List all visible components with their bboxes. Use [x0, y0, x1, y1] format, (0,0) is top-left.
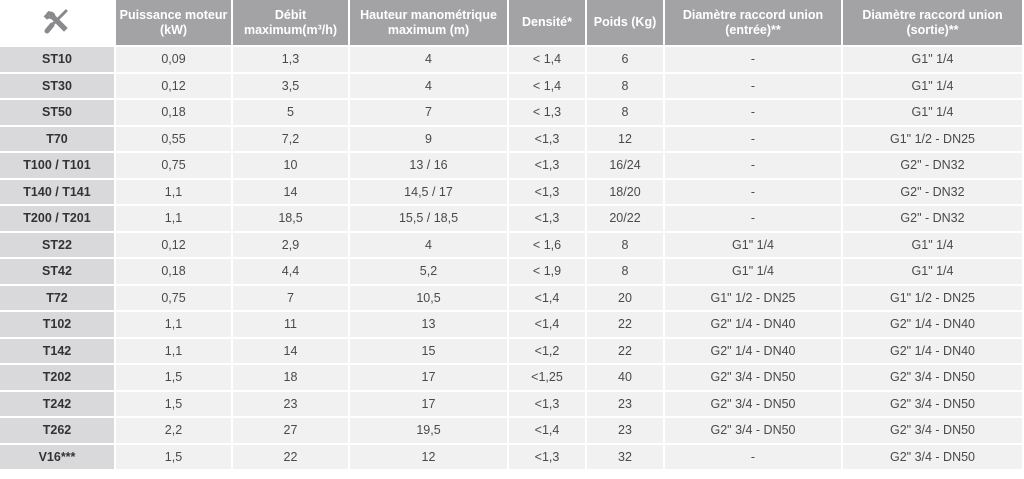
head-cell: 4 [350, 74, 509, 101]
density-cell: < 1,4 [509, 74, 587, 101]
power-cell: 1,5 [116, 365, 233, 392]
table-row [0, 180, 1024, 207]
weight-cell: 20/22 [587, 206, 665, 233]
density-cell: < 1,6 [509, 233, 587, 260]
flow-cell: 7,2 [233, 127, 350, 154]
table-row [0, 418, 1024, 445]
tools-icon [43, 7, 71, 35]
weight-cell: 22 [587, 312, 665, 339]
flow-cell: 2,9 [233, 233, 350, 260]
weight-cell: 12 [587, 127, 665, 154]
weight-cell: 40 [587, 365, 665, 392]
head-cell: 19,5 [350, 418, 509, 445]
head-cell: 12 [350, 445, 509, 472]
outlet-cell: G1" 1/2 - DN25 [843, 286, 1024, 313]
model-cell: ST42 [0, 259, 116, 286]
power-cell: 1,1 [116, 312, 233, 339]
table-row [0, 339, 1024, 366]
power-cell: 0,09 [116, 47, 233, 74]
outlet-cell: G2" - DN32 [843, 180, 1024, 207]
flow-cell: 14 [233, 339, 350, 366]
weight-cell: 8 [587, 74, 665, 101]
outlet-cell: G2" - DN32 [843, 153, 1024, 180]
table-body [0, 47, 1024, 471]
head-cell: 13 / 16 [350, 153, 509, 180]
flow-cell: 14 [233, 180, 350, 207]
model-cell: T102 [0, 312, 116, 339]
density-cell: <1,2 [509, 339, 587, 366]
model-cell: T262 [0, 418, 116, 445]
density-cell: <1,4 [509, 418, 587, 445]
inlet-cell: G1" 1/2 - DN25 [665, 286, 843, 313]
outlet-cell: G2" 3/4 - DN50 [843, 418, 1024, 445]
inlet-cell: - [665, 153, 843, 180]
density-cell: <1,4 [509, 312, 587, 339]
power-cell: 1,1 [116, 206, 233, 233]
head-cell: 14,5 / 17 [350, 180, 509, 207]
model-cell: T142 [0, 339, 116, 366]
outlet-cell: G1" 1/4 [843, 100, 1024, 127]
head-cell: 10,5 [350, 286, 509, 313]
power-cell: 1,5 [116, 445, 233, 472]
density-cell: < 1,4 [509, 47, 587, 74]
head-cell: 7 [350, 100, 509, 127]
col-header-weight: Poids (Kg) [587, 0, 665, 47]
col-header-flow: Débit maximum(m³/h) [233, 0, 350, 47]
table-row [0, 312, 1024, 339]
header-row [0, 0, 1024, 47]
density-cell: < 1,9 [509, 259, 587, 286]
col-header-outlet: Diamètre raccord union (sortie)** [843, 0, 1024, 47]
outlet-cell: G2" 3/4 - DN50 [843, 365, 1024, 392]
outlet-cell: G2" 1/4 - DN40 [843, 339, 1024, 366]
density-cell: <1,3 [509, 392, 587, 419]
flow-cell: 5 [233, 100, 350, 127]
head-cell: 4 [350, 233, 509, 260]
table-row [0, 127, 1024, 154]
model-cell: ST50 [0, 100, 116, 127]
table-row [0, 286, 1024, 313]
inlet-cell: G2" 3/4 - DN50 [665, 392, 843, 419]
weight-cell: 8 [587, 233, 665, 260]
outlet-cell: G2" 3/4 - DN50 [843, 445, 1024, 472]
inlet-cell: G1" 1/4 [665, 259, 843, 286]
weight-cell: 23 [587, 392, 665, 419]
table-row [0, 445, 1024, 472]
model-cell: T200 / T201 [0, 206, 116, 233]
model-cell: T100 / T101 [0, 153, 116, 180]
table-row [0, 100, 1024, 127]
outlet-cell: G1" 1/4 [843, 233, 1024, 260]
head-cell: 13 [350, 312, 509, 339]
table-row [0, 233, 1024, 260]
power-cell: 0,55 [116, 127, 233, 154]
inlet-cell: - [665, 47, 843, 74]
density-cell: <1,25 [509, 365, 587, 392]
weight-cell: 6 [587, 47, 665, 74]
flow-cell: 3,5 [233, 74, 350, 101]
power-cell: 0,75 [116, 153, 233, 180]
table-row [0, 153, 1024, 180]
outlet-cell: G1" 1/2 - DN25 [843, 127, 1024, 154]
col-header-inlet: Diamètre raccord union (entrée)** [665, 0, 843, 47]
model-cell: T202 [0, 365, 116, 392]
power-cell: 0,18 [116, 259, 233, 286]
head-cell: 4 [350, 47, 509, 74]
table-row [0, 74, 1024, 101]
power-cell: 1,1 [116, 180, 233, 207]
flow-cell: 23 [233, 392, 350, 419]
weight-cell: 16/24 [587, 153, 665, 180]
outlet-cell: G2" - DN32 [843, 206, 1024, 233]
inlet-cell: - [665, 127, 843, 154]
inlet-cell: - [665, 74, 843, 101]
model-cell: T72 [0, 286, 116, 313]
col-header-head: Hauteur manométrique maximum (m) [350, 0, 509, 47]
outlet-cell: G2" 1/4 - DN40 [843, 312, 1024, 339]
flow-cell: 18,5 [233, 206, 350, 233]
inlet-cell: - [665, 445, 843, 472]
model-cell: ST10 [0, 47, 116, 74]
flow-cell: 10 [233, 153, 350, 180]
inlet-cell: G2" 3/4 - DN50 [665, 418, 843, 445]
density-cell: <1,4 [509, 286, 587, 313]
table-row [0, 47, 1024, 74]
outlet-cell: G1" 1/4 [843, 74, 1024, 101]
flow-cell: 1,3 [233, 47, 350, 74]
flow-cell: 18 [233, 365, 350, 392]
head-cell: 17 [350, 392, 509, 419]
weight-cell: 32 [587, 445, 665, 472]
model-cell: T140 / T141 [0, 180, 116, 207]
inlet-cell: G2" 1/4 - DN40 [665, 339, 843, 366]
model-cell: T70 [0, 127, 116, 154]
density-cell: < 1,3 [509, 100, 587, 127]
power-cell: 2,2 [116, 418, 233, 445]
inlet-cell: - [665, 100, 843, 127]
table-row [0, 365, 1024, 392]
model-cell: T242 [0, 392, 116, 419]
header-icon-cell [0, 0, 116, 47]
head-cell: 5,2 [350, 259, 509, 286]
table-row [0, 392, 1024, 419]
inlet-cell: - [665, 206, 843, 233]
table-row [0, 259, 1024, 286]
model-cell: V16*** [0, 445, 116, 472]
outlet-cell: G2" 3/4 - DN50 [843, 392, 1024, 419]
power-cell: 0,12 [116, 74, 233, 101]
power-cell: 0,18 [116, 100, 233, 127]
density-cell: <1,3 [509, 180, 587, 207]
power-cell: 1,5 [116, 392, 233, 419]
density-cell: <1,3 [509, 127, 587, 154]
weight-cell: 20 [587, 286, 665, 313]
weight-cell: 8 [587, 259, 665, 286]
weight-cell: 8 [587, 100, 665, 127]
density-cell: <1,3 [509, 153, 587, 180]
model-cell: ST30 [0, 74, 116, 101]
flow-cell: 27 [233, 418, 350, 445]
col-header-density: Densité* [509, 0, 587, 47]
head-cell: 9 [350, 127, 509, 154]
weight-cell: 23 [587, 418, 665, 445]
head-cell: 17 [350, 365, 509, 392]
inlet-cell: G1" 1/4 [665, 233, 843, 260]
power-cell: 1,1 [116, 339, 233, 366]
density-cell: <1,3 [509, 206, 587, 233]
inlet-cell: - [665, 180, 843, 207]
head-cell: 15 [350, 339, 509, 366]
density-cell: <1,3 [509, 445, 587, 472]
col-header-power: Puissance moteur (kW) [116, 0, 233, 47]
outlet-cell: G1" 1/4 [843, 47, 1024, 74]
weight-cell: 18/20 [587, 180, 665, 207]
flow-cell: 4,4 [233, 259, 350, 286]
flow-cell: 22 [233, 445, 350, 472]
flow-cell: 11 [233, 312, 350, 339]
inlet-cell: G2" 3/4 - DN50 [665, 365, 843, 392]
flow-cell: 7 [233, 286, 350, 313]
outlet-cell: G1" 1/4 [843, 259, 1024, 286]
weight-cell: 22 [587, 339, 665, 366]
model-cell: ST22 [0, 233, 116, 260]
power-cell: 0,75 [116, 286, 233, 313]
head-cell: 15,5 / 18,5 [350, 206, 509, 233]
inlet-cell: G2" 1/4 - DN40 [665, 312, 843, 339]
power-cell: 0,12 [116, 233, 233, 260]
table-row [0, 206, 1024, 233]
